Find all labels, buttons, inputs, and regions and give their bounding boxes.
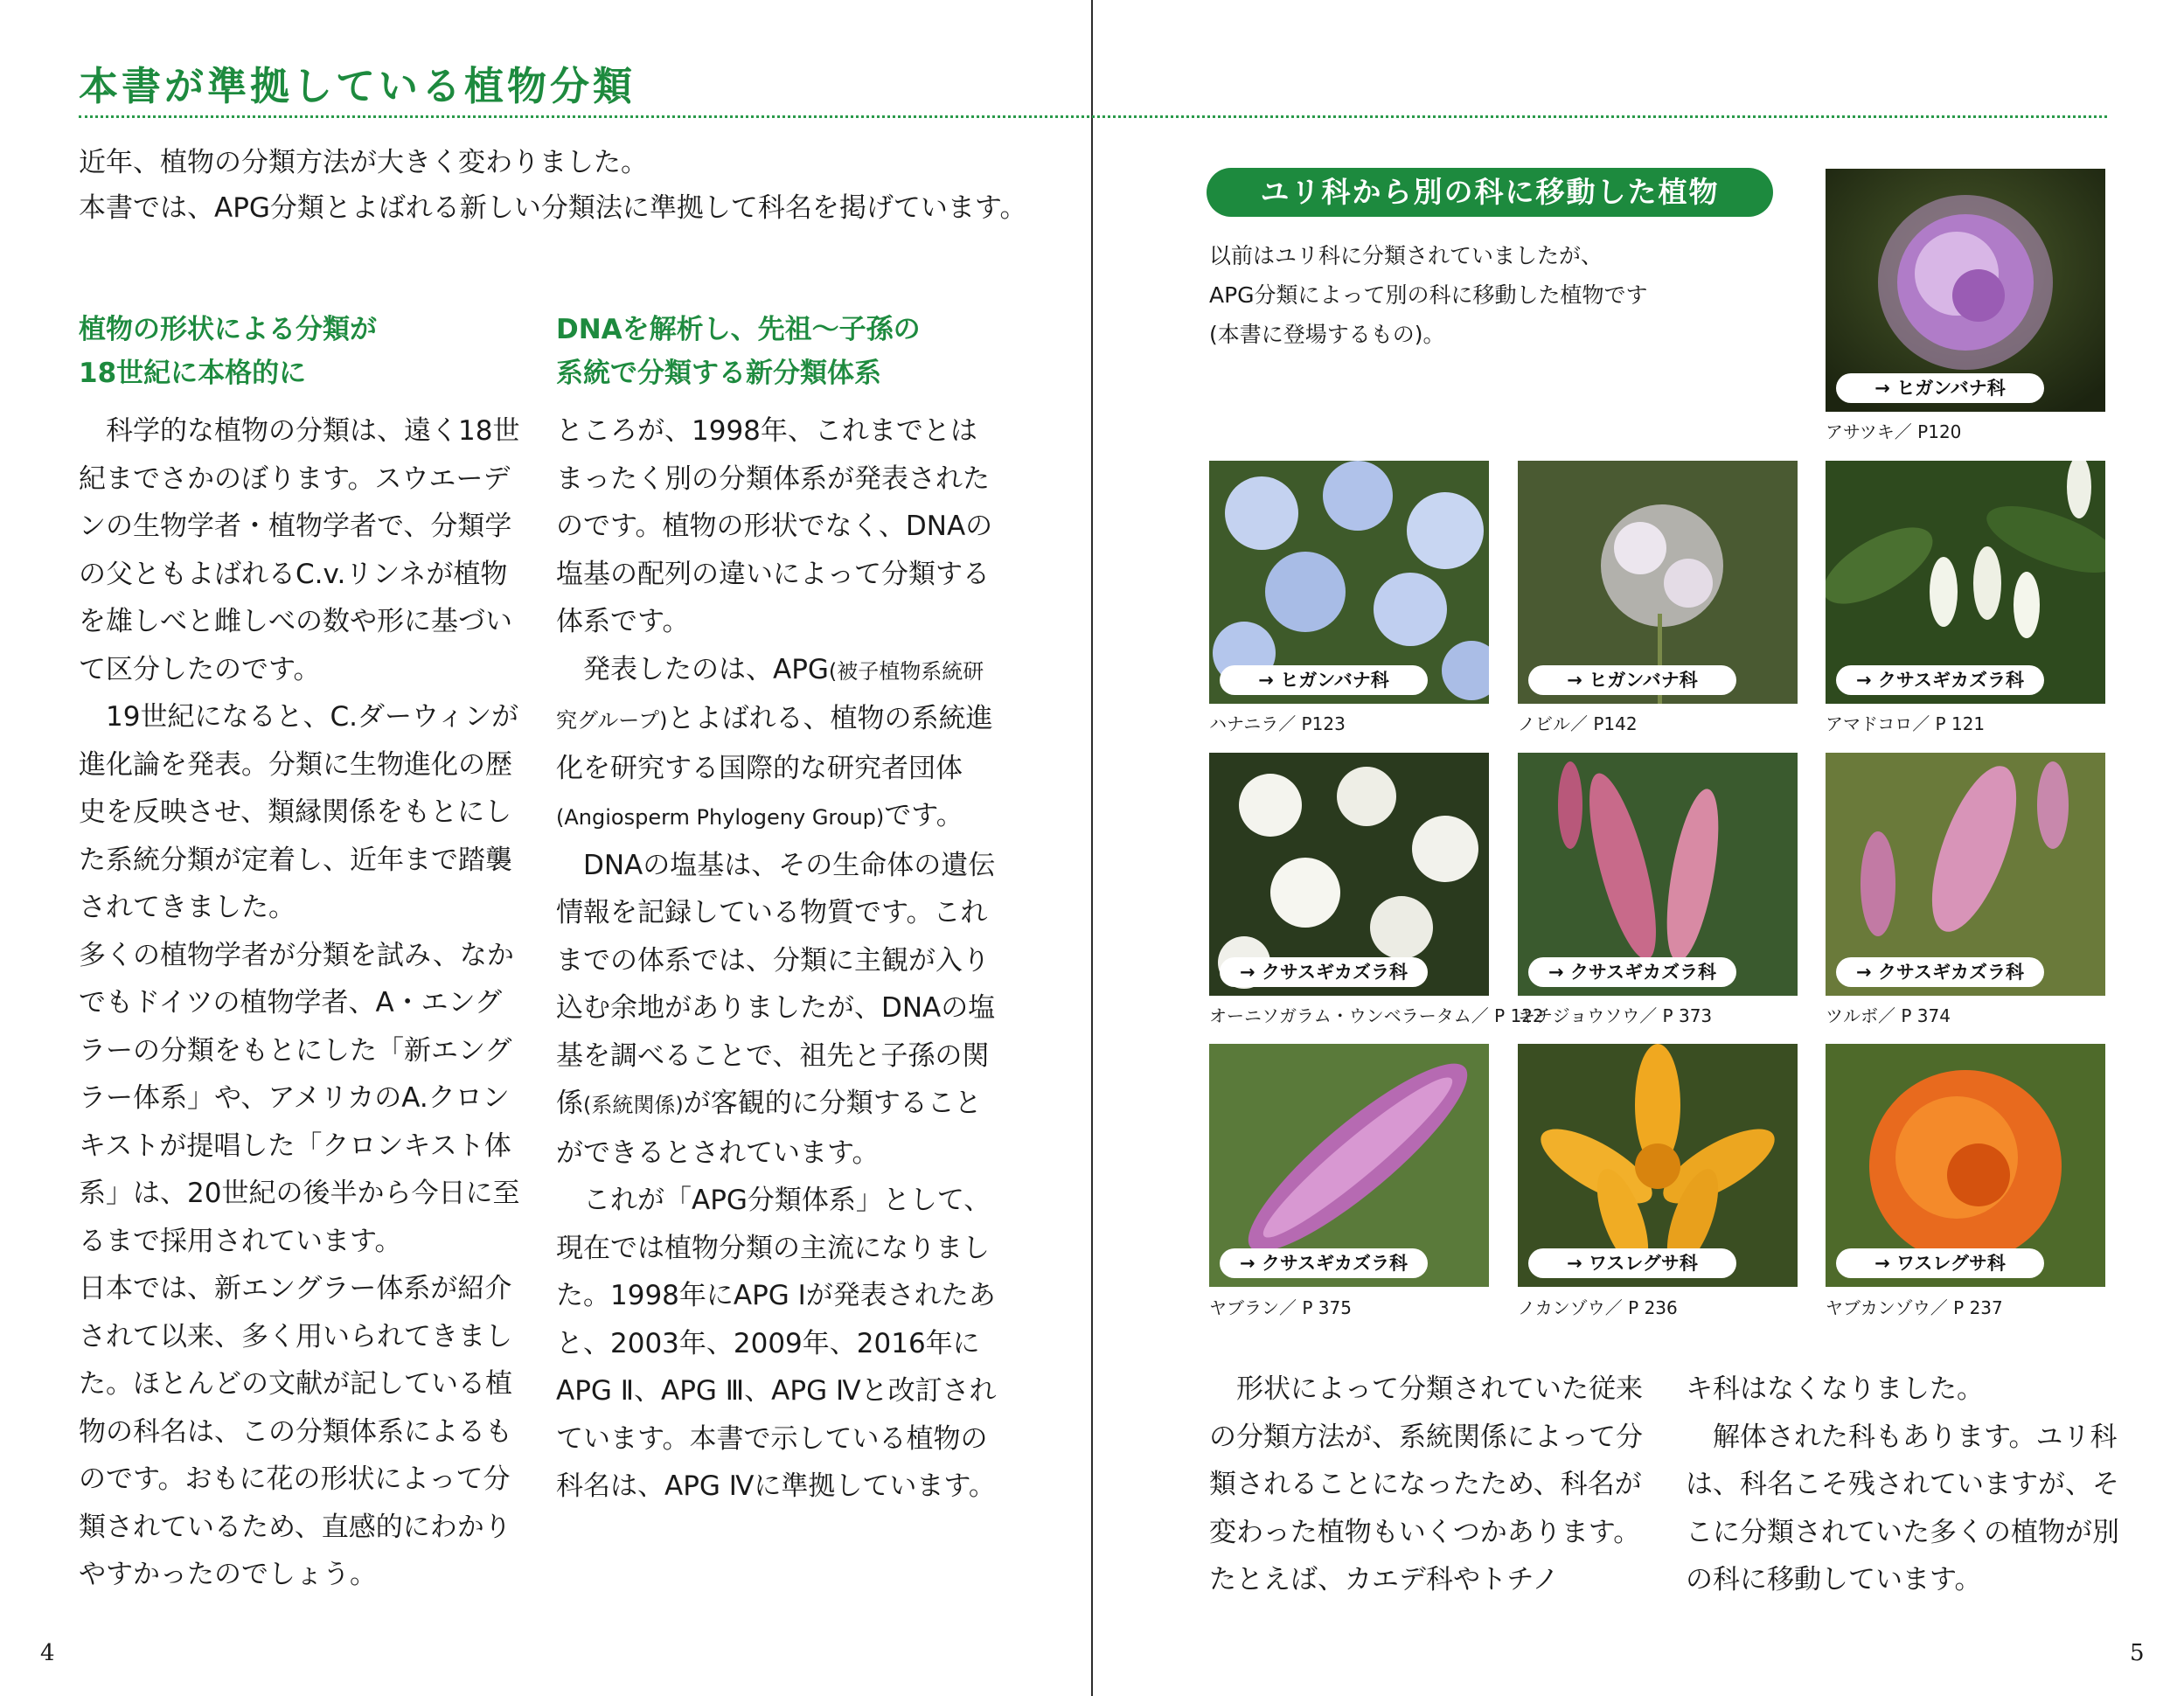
paragraph: 科学的な植物の分類は、遠く18世紀までさかのぼります。スウエーデンの生物学者・植物学者で、分類学の父ともよばれるC.v.リンネが植物を雄しべと雌しべの数や形に基づいて区分したのです。 xyxy=(79,415,520,685)
paragraph: これが「APG分類体系」として、現在では植物分類の主流になりました。1998年にAPG Ⅰが発表されたあと、2003年、2009年、2016年にAPG Ⅱ、APG Ⅲ、APG Ⅳと改訂されています。本書で示している植物の科名は、APG Ⅳに準拠しています。 xyxy=(556,1185,997,1502)
family-tag: → ワスレグサ科 xyxy=(1836,1248,2044,1278)
plant-photo-yaburan xyxy=(1209,1044,1489,1287)
plant-caption: アマドコロ／ P 121 xyxy=(1826,713,1986,734)
paragraph xyxy=(556,646,1002,842)
paragraph: ところが、1998年、これまでとはまったく別の分類体系が発表されたのです。植物の形状でなく、DNAの塩基の配列の違いによって分類する体系です。 xyxy=(556,415,993,637)
paragraph: 解体された科もあります。ユリ科は、科名こそ残されていますが、そこに分類されていた多くの植物が別の科に移動しています。 xyxy=(1686,1421,2119,1595)
body-text xyxy=(556,407,1002,1511)
heading-line: DNAを解析し、先祖～子孫の xyxy=(556,314,921,345)
plant-photo-amadokoro xyxy=(1826,461,2105,704)
paragraph xyxy=(556,842,1002,1178)
intro-line-1: 近年、植物の分類方法が大きく変わりました。 xyxy=(79,147,648,178)
intro-text xyxy=(79,140,1026,231)
plant-caption: オーニソガラム・ウンベラータム／ P 122 xyxy=(1209,1005,1544,1026)
plant-caption: ノビル／ P142 xyxy=(1518,713,1638,734)
left-column xyxy=(79,308,525,1599)
plant-photo-nokanzou xyxy=(1518,1044,1798,1287)
paragraph: 形状によって分類されていた従来の分類方法が、系統関係によって分類されることになったため、科名が変わった植物もいくつかあります。たとえば、カエデ科やトチノ xyxy=(1209,1373,1643,1595)
heading-line: 18世紀に本格的に xyxy=(79,358,307,389)
family-tag: → クサスギカズラ科 xyxy=(1220,1248,1428,1278)
small-note: (Angiosperm Phylogeny Group) xyxy=(556,805,885,830)
small-note: (被子植物系統研究グループ) xyxy=(556,658,984,733)
text-run: が客観的に分類することができるとされています。 xyxy=(556,1088,982,1169)
description-line: (本書に登場するもの)。 xyxy=(1209,322,1445,347)
family-tag: → クサスギカズラ科 xyxy=(1528,957,1736,987)
paragraph: 多くの植物学者が分類を試み、なかでもドイツの植物学者、A・エングラーの分類をもとにした「新エングラー体系」や、アメリカのA.クロンキストが提唱した「クロンキスト体系」は、20世紀の後半から今日に至るまで採用されています。 xyxy=(79,939,520,1257)
plant-caption: ヤブラン／ P 375 xyxy=(1209,1297,1352,1318)
text-run: です。 xyxy=(884,800,963,831)
family-tag: → ヒガンバナ科 xyxy=(1220,665,1428,695)
page-title: 本書が準拠している植物分類 xyxy=(79,63,636,109)
page-number-right: 5 xyxy=(2130,1640,2145,1666)
text-run: DNAの塩基は、その生命体の遺伝情報を記録している物質です。これまでの体系では、分類に主観が入り込む余地がありましたが、DNAの塩基を調べることで、祖先と子孫の関係 xyxy=(556,849,996,1119)
middle-column xyxy=(556,308,1002,1511)
plant-photo-tsurubo xyxy=(1826,753,2105,996)
dotted-divider xyxy=(79,115,2107,118)
family-tag: → ヒガンバナ科 xyxy=(1836,373,2044,403)
section-description xyxy=(1209,236,1648,354)
paragraph: 日本では、新エングラー体系が紹介されて以来、多く用いられてきました。ほとんどの文献が記している植物の科名は、この分類体系によるものです。おもに花の形状によって分類されているため、直感的にわかりやすかったのでしょう。 xyxy=(79,1273,512,1590)
heading-line: 系統で分類する新分類体系 xyxy=(556,358,881,389)
paragraph: 19世紀になると、C.ダーウィンが進化論を発表。分類に生物進化の歴史を反映させ、類縁関係をもとにした系統分類が定着し、近年まで踏襲されてきました。 xyxy=(79,701,519,923)
family-tag: → クサスギカズラ科 xyxy=(1836,957,2044,987)
plant-photo-asatsuki xyxy=(1826,169,2105,412)
family-tag: → ワスレグサ科 xyxy=(1528,1248,1736,1278)
section-heading-dna xyxy=(556,308,1002,395)
plant-caption: ツルボ／ P 374 xyxy=(1826,1005,1951,1026)
bottom-column-1 xyxy=(1209,1366,1646,1604)
plant-photo-yabukanzou xyxy=(1826,1044,2105,1287)
plant-photo-ornithogalum xyxy=(1209,753,1489,996)
plant-photo-kichijousou xyxy=(1518,753,1798,996)
family-tag: → クサスギカズラ科 xyxy=(1836,665,2044,695)
section-heading-morphology xyxy=(79,308,525,395)
plant-caption: ヤブカンゾウ／ P 237 xyxy=(1826,1297,2003,1318)
plant-caption: キチジョウソウ／ P 373 xyxy=(1518,1005,1713,1026)
plant-caption: アサツキ／ P120 xyxy=(1826,421,1962,442)
bottom-column-2 xyxy=(1686,1366,2123,1604)
page-spine xyxy=(1091,0,1093,1696)
section-label: ユリ科から別の科に移動した植物 xyxy=(1207,168,1773,217)
paragraph: キ科はなくなりました。 xyxy=(1686,1373,1984,1405)
plant-caption: ノカンゾウ／ P 236 xyxy=(1518,1297,1678,1318)
page-number-left: 4 xyxy=(40,1640,55,1666)
small-note: (系統関係) xyxy=(583,1093,684,1117)
plant-caption: ハナニラ／ P123 xyxy=(1209,713,1346,734)
plant-photo-nobiru xyxy=(1518,461,1798,704)
family-tag: → ヒガンバナ科 xyxy=(1528,665,1736,695)
description-line: 以前はユリ科に分類されていましたが、 xyxy=(1209,243,1603,268)
body-text xyxy=(79,407,525,1599)
text-run: 発表したのは、APG xyxy=(583,653,829,685)
plant-photo-hananira xyxy=(1209,461,1489,704)
heading-line: 植物の形状による分類が xyxy=(79,314,377,345)
intro-line-2: 本書では、APG分類とよばれる新しい分類法に準拠して科名を掲げています。 xyxy=(79,192,1027,224)
text-run: とよばれる、植物の系統進化を研究する国際的な研究者団体 xyxy=(556,703,993,784)
description-line: APG分類によって別の科に移動した植物です xyxy=(1209,282,1648,308)
family-tag: → クサスギカズラ科 xyxy=(1220,957,1428,987)
